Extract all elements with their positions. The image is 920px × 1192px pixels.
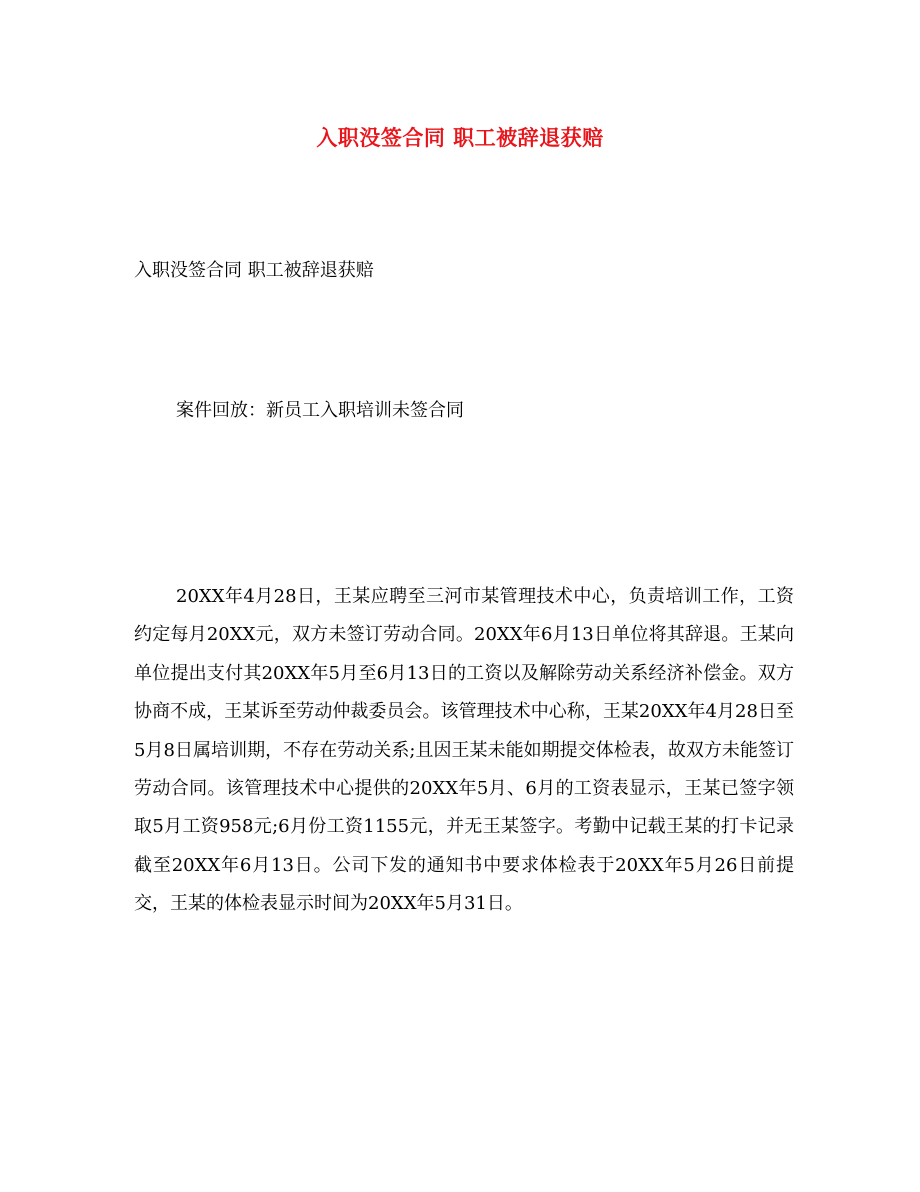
document-title: 入职没签合同 职工被辞退获赔: [316, 125, 604, 150]
document-subtitle: 入职没签合同 职工被辞退获赔: [134, 260, 374, 281]
case-heading: 案件回放：新员工入职培训未签合同: [176, 400, 464, 421]
body-paragraph: 20XX年4月28日，王某应聘至三河市某管理技术中心，负责培训工作，工资约定每月20XX元，双方未签订劳动合同。20XX年6月13日单位将其辞退。王某向单位提出支付其20XX年5月至6月13日的工资以及解除劳动关系经济补偿金。双方协商不成，王某诉至劳动仲裁委员会。该管理技术中心称，王某20XX年4月28日至5月8日属培训期，不存在劳动关系;且因王某未能如期提交体检表，故双方未能签订劳动合同。该管理技术中心提供的20XX年5月、6月的工资表显示，王某已签字领取5月工资958元;6月份工资1155元，并无王某签字。考勤中记载王某的打卡记录截至20XX年6月13日。公司下发的通知书中要求体检表于20XX年5月26日前提交，王某的体检表显示时间为20XX年5月31日。: [134, 586, 794, 915]
